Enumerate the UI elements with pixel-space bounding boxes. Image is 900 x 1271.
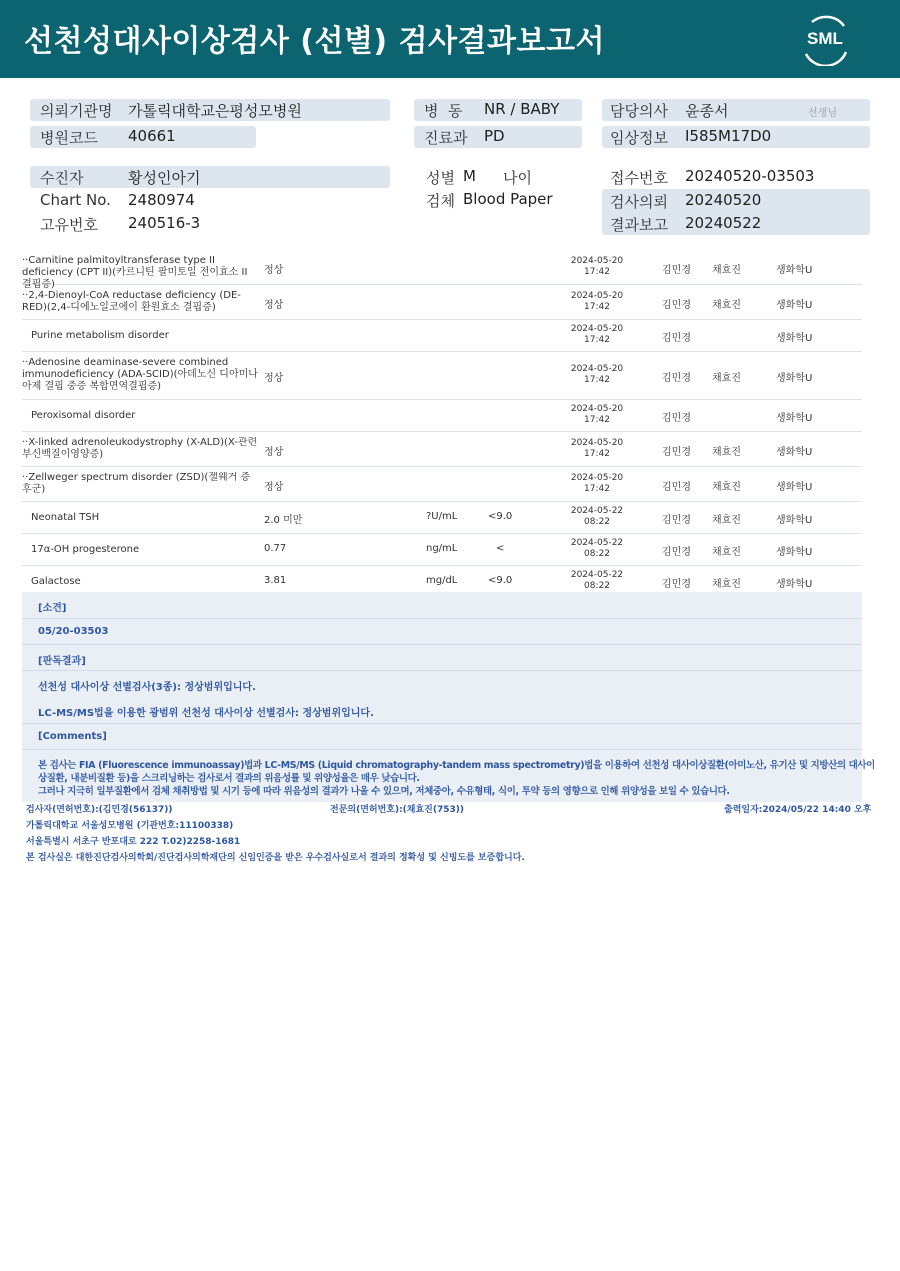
logo-text: SML [807,29,843,48]
dept-name: 생화학U [776,265,813,276]
test-date: 2024-05-20 17:42 [570,291,624,312]
specialist-name: 채효진 [712,300,741,311]
specialist-license: 전문의(면허번호):(채효진(753)) [330,805,465,815]
patient-label: 수진자 [40,169,84,187]
opinion-text: 05/20-03503 [38,626,109,637]
sml-logo [798,12,852,66]
table-row [22,467,862,502]
comments-section [22,592,875,802]
specialist-name: 채효진 [712,373,741,384]
specialist-name: 채효진 [712,447,741,458]
judgment-header-row [22,645,862,671]
test-unit: ng/mL [426,543,458,554]
test-unit: mg/dL [426,575,458,586]
hospital-code-value: 40661 [128,127,176,145]
tester-name: 김민경 [662,265,691,276]
opinion-header: [소견] [38,603,67,614]
print-date: 출력일자:2024/05/22 14:40 오후 [724,805,872,815]
report-title: 선천성대사이상검사 (선별) 검사결과보고서 [24,24,605,59]
institution-value: 가톨릭대학교은평성모병원 [128,102,302,120]
specialist-name: 채효진 [712,515,741,526]
unique-label: 고유번호 [40,216,98,234]
comment-line-1: 본 검사는 FIA (Fluorescence immunoassay)법과 LC-MS/MS (Liquid chromatography-tandem mass spectrometry)법을 이용하여 선천성 대사이상질환(아미노산, 유기산 및 지방산의 대사이 [38,760,875,771]
hospital-info: 가톨릭대학교 서울성모병원 (기관번호:11100338) [26,821,234,831]
table-row [22,432,862,467]
ward-label: 병 동 [424,102,463,120]
table-row [22,534,862,566]
judgment-row [22,671,862,724]
test-date: 2024-05-20 17:42 [570,364,624,385]
test-date: 2024-05-20 17:42 [570,324,624,345]
specialist-name: 채효진 [712,579,741,590]
table-row [22,400,862,432]
opinion-row [22,619,862,645]
tester-name: 김민경 [662,333,691,344]
test-result: 정상 [264,265,284,276]
dept-name: 생화학U [776,547,813,558]
specimen-label: 검체 [426,192,455,210]
institution-label: 의뢰기관명 [40,102,113,120]
patient-value: 황성인아기 [128,169,201,187]
comments-header-row [22,724,862,750]
sex-label: 성별 [426,169,455,187]
opinion-header-row [22,592,862,619]
comment-line-3: 그러나 지극히 일부질환에서 검체 채취방법 및 시기 등에 따라 위음성의 결과가 나올 수 있으며, 저체중아, 수유형태, 식이, 투약 등의 영향으로 인해 위양성을 보일 수 있습니다. [38,786,730,797]
test-result: 3.81 [264,575,287,586]
certification-text: 본 검사실은 대한진단검사의학회/진단검사의학재단의 신임인증을 받은 우수검사실로서 결과의 정확성 및 신빙도를 보증합니다. [26,853,525,863]
specimen-value: Blood Paper [463,190,553,208]
dept-name: 생화학U [776,579,813,590]
test-result: 정상 [264,447,284,458]
tester-name: 김민경 [662,373,691,384]
ward-value: NR / BABY [484,100,560,118]
doctor-label: 담당의사 [610,102,668,120]
dept-name: 생화학U [776,300,813,311]
test-name: ··2,4-Dienoyl-CoA reductase deficiency (DE-RED)(2,4-디에노일코에이 환원효소 결핍증) [22,290,241,313]
request-value: 20240520 [685,191,762,209]
test-date: 2024-05-22 08:22 [570,570,624,591]
test-name: ··X-linked adrenoleukodystrophy (X-ALD)(X-관련 부신백질이영양증) [22,437,258,460]
receipt-label: 접수번호 [610,169,668,187]
test-name: ··Adenosine deaminase-severe combined immunodeficiency (ADA-SCID)(아데노신 디아미나아제 결핍 중증 복합면역결핍증) [22,357,258,392]
test-name: Neonatal TSH [31,512,100,523]
test-name: ··Zellweger spectrum disorder (ZSD)(젤웨거 증후군) [22,472,251,495]
receipt-value: 20240520-03503 [685,167,815,185]
test-name: Purine metabolism disorder [31,330,169,341]
tester-name: 김민경 [662,300,691,311]
tester-name: 김민경 [662,413,691,424]
test-name: 17α-OH progesterone [31,544,140,555]
dept-label: 진료과 [424,129,468,147]
test-date: 2024-05-22 08:22 [570,538,624,559]
test-result: 정상 [264,373,284,384]
specialist-name: 채효진 [712,265,741,276]
test-date: 2024-05-20 17:42 [570,256,624,277]
dept-name: 생화학U [776,482,813,493]
judgment-line-2: LC-MS/MS법을 이용한 광범위 선천성 대사이상 선별검사: 정상범위입니다. [38,708,374,719]
tester-license: 검사자(면허번호):(김민경(56137)) [26,805,173,815]
report-date-label: 결과보고 [610,216,668,234]
test-result: 정상 [264,482,284,493]
table-row [22,285,862,320]
tester-name: 김민경 [662,447,691,458]
hospital-address: 서울특별시 서초구 반포대로 222 T.02)2258-1681 [26,837,241,847]
test-result: 정상 [264,300,284,311]
judgment-header: [판독결과] [38,656,86,667]
test-result: 0.77 [264,543,287,554]
chart-label: Chart No. [40,191,111,209]
dept-name: 생화학U [776,515,813,526]
tester-name: 김민경 [662,515,691,526]
test-name: Galactose [31,576,81,587]
table-row [22,502,862,534]
tester-name: 김민경 [662,579,691,590]
tester-name: 김민경 [662,482,691,493]
test-reference: < [496,543,505,554]
clinical-value: I585M17D0 [685,127,772,145]
test-unit: ?U/mL [426,511,458,522]
request-label: 검사의뢰 [610,193,668,211]
patient-pill [30,166,390,188]
test-date: 2024-05-20 17:42 [570,473,624,494]
judgment-line-1: 선천성 대사이상 선별검사(3종): 정상범위입니다. [38,682,256,693]
results-table [22,250,862,597]
dept-name: 생화학U [776,447,813,458]
tester-name: 김민경 [662,547,691,558]
dept-name: 생화학U [776,373,813,384]
test-reference: <9.0 [488,575,513,586]
test-name: Peroxisomal disorder [31,410,136,421]
test-name: ··Carnitine palmitoyltransferase type II deficiency (CPT II)(카르니틴 팔미토일 전이효소 II 결핍증) [22,255,248,290]
sex-value: M [463,167,476,185]
hospital-code-label: 병원코드 [40,129,98,147]
chart-value: 2480974 [128,191,195,209]
test-date: 2024-05-22 08:22 [570,506,624,527]
dept-name: 생화학U [776,333,813,344]
test-date: 2024-05-20 17:42 [570,438,624,459]
unique-value: 240516-3 [128,214,201,232]
test-result: 2.0 미만 [264,515,303,526]
specialist-name: 채효진 [712,547,741,558]
comments-body-row [22,750,875,802]
table-row [22,250,862,290]
table-row [22,320,862,352]
table-row [22,352,862,400]
doctor-value: 윤종서 [685,102,729,120]
report-date-value: 20240522 [685,214,762,232]
test-reference: <9.0 [488,511,513,522]
doctor-suffix: 선생님 [808,108,837,119]
test-date: 2024-05-20 17:42 [570,404,624,425]
dept-value: PD [484,127,505,145]
comment-line-2: 상질환, 내분비질환 등)을 스크리닝하는 검사로서 결과의 위음성률 및 위양성율은 매우 낮습니다. [38,773,420,784]
comments-header: [Comments] [38,731,107,742]
report-header [0,0,900,78]
dept-name: 생화학U [776,413,813,424]
specialist-name: 채효진 [712,482,741,493]
clinical-label: 임상정보 [610,129,668,147]
age-label: 나이 [503,169,532,187]
